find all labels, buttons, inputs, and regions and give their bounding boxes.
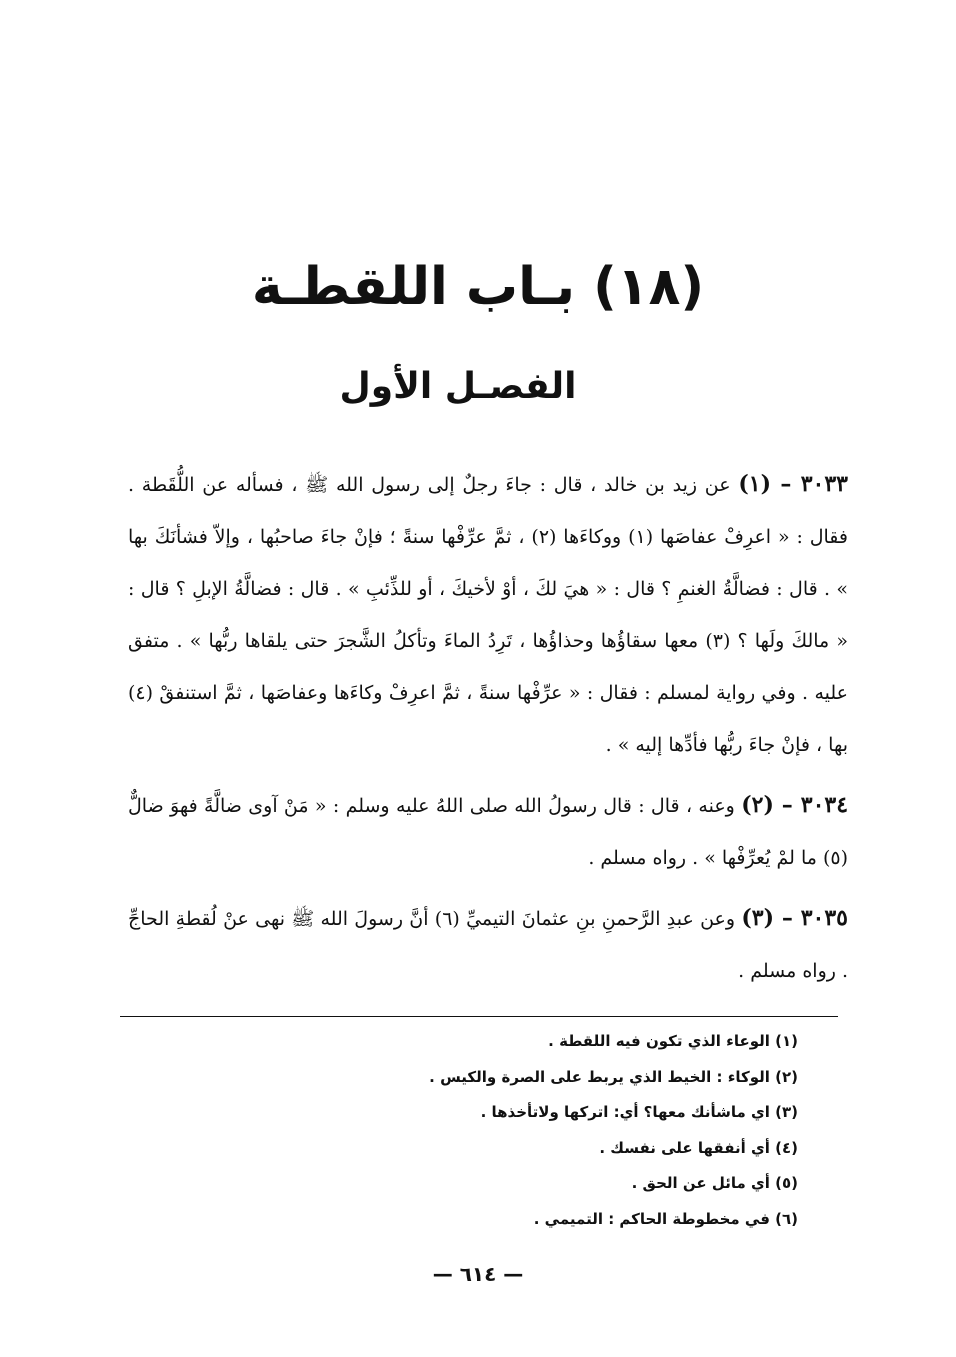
footnote-3: (٣) اي ماشأنك معها؟ أي: اتركها ولاتأخذها . <box>480 1103 798 1121</box>
footnote-6: (٦) في مخطوطة الحاكم : التميمي . <box>533 1209 798 1228</box>
footnote-1: (١) الوعاء الذي تكون فيه اللقطة . <box>548 1032 798 1050</box>
hadith-number: ٣٠٣٣ – (١) <box>738 471 848 497</box>
footnote-4: (٤) أي أنفقها على نفسك . <box>599 1138 798 1157</box>
main-text <box>128 458 848 1005</box>
hadith-3033 <box>128 458 848 771</box>
hadith-text: عن زيد بن خالد ، قال : جاءَ رجلٌ إلى رسول الله ﷺ ، فسأله عن اللُّقَطة . فقال : « اعرِفْ عفاصَها (١) ووكاءَها (٢) ، ثمَّ عرِّفْها سنةً ؛ فإنْ جاءَ صاحبُها ، وإلاّ فشأنَكَ بها » . قال : فضالَّةُ الغنمِ ؟ قال : « هيَ لكَ ، أوْ لأخيكَ ، أو للذِّئبِ » . قال : فضالَّةُ الإبلِ ؟ قال : « مالكَ ولَها ؟ (٣) معها سقاؤُها وحذاؤُها ، تَرِدُ الماءَ وتأكلُ الشَّجرَ حتى يلقاها ربُّها » . متفق عليه . وفي رواية لمسلم : فقال : « عرِّفْها سنةً ، ثمَّ اعرِفْ وكاءَها وعفاصَها ، ثمَّ استنفقْ (٤) بها ، فإنْ جاءَ ربُّها فأدِّها إليه » . <box>128 474 848 756</box>
footnote-5: (٥) أي مائل عن الحق . <box>631 1174 798 1192</box>
chapter-title: (١٨) بـاب اللقطـة <box>251 257 705 317</box>
page-number: — ٦١٤ — <box>432 1262 524 1286</box>
footnotes <box>138 1024 798 1237</box>
hadith-3034 <box>128 779 848 884</box>
footnote-2: (٢) الوكاء : الخيط الذي يربط على الصرة والكيس . <box>429 1067 798 1086</box>
hadith-text: وعنه ، قال : قال رسولُ الله صلى اللهُ عليه وسلم : « مَنْ آوى ضالَّةً فهوَ ضالٌّ (٥) ما لمْ يُعرِّفْها » . رواه مسلم . <box>128 795 848 869</box>
section-title: الفصـل الأول <box>339 366 577 407</box>
hadith-number: ٣٠٣٤ – (٢) <box>741 792 849 818</box>
hadith-3035 <box>128 892 848 997</box>
footnote-divider <box>120 1016 838 1017</box>
hadith-text: وعن عبدِ الرَّحمنِ بنِ عثمانَ التيميِّ (٦) أنَّ رسولَ الله ﷺ نهى عنْ لُقطةِ الحاجِّ . رواه مسلم . <box>128 908 848 982</box>
hadith-number: ٣٠٣٥ – (٣) <box>741 905 848 931</box>
